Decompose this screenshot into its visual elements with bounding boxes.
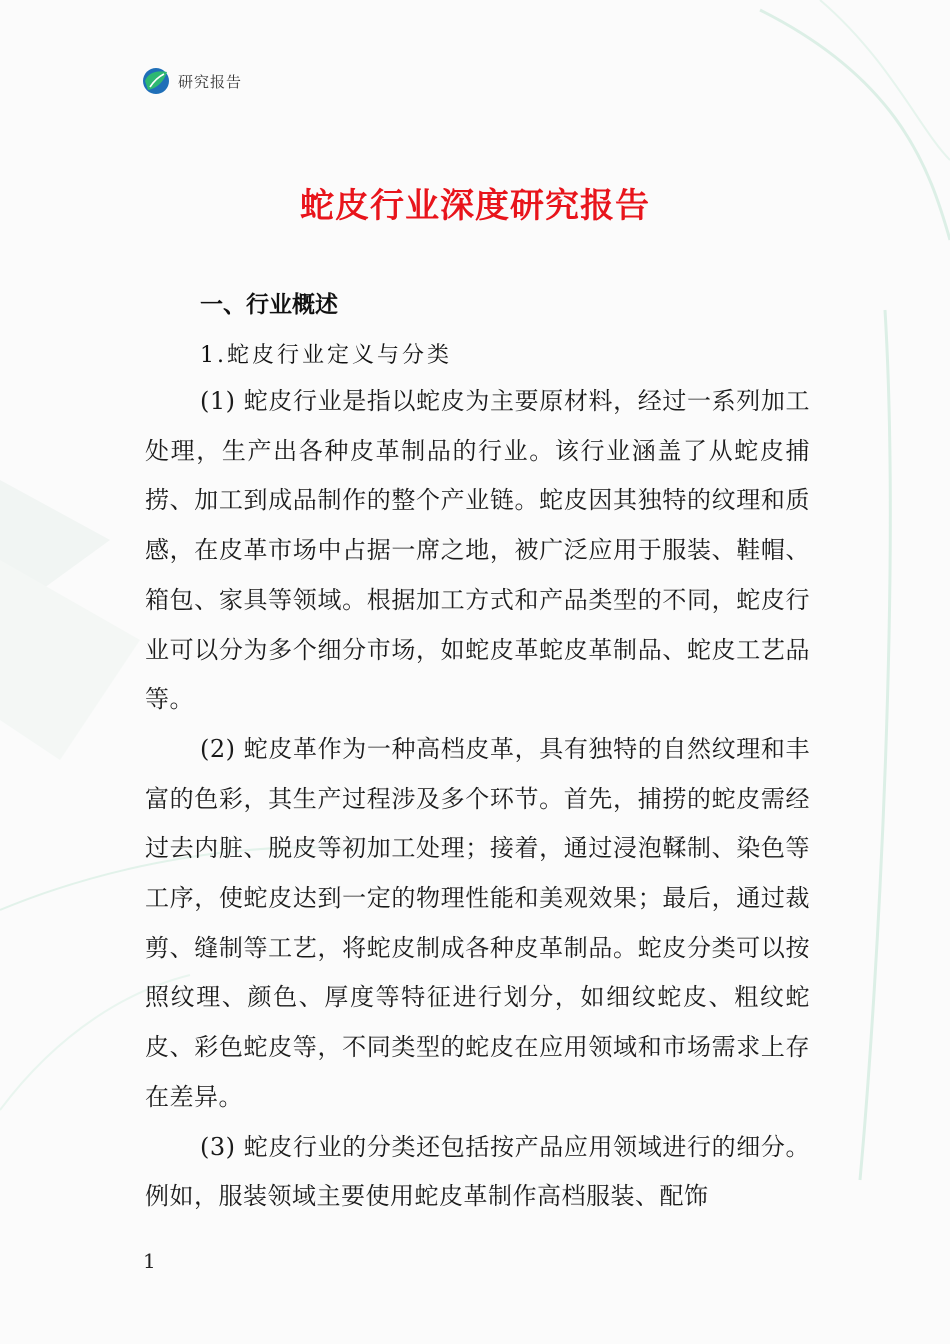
- paragraph: (3) 蛇皮行业的分类还包括按产品应用领域进行的细分。例如，服装领域主要使用蛇皮革制作高档服装、配饰: [145, 1132, 810, 1211]
- section-heading: 一、行业概述: [200, 292, 338, 318]
- paragraph: (2) 蛇皮革作为一种高档皮革，具有独特的自然纹理和丰富的色彩，其生产过程涉及多个环节。首先，捕捞的蛇皮需经过去内脏、脱皮等初加工处理；接着，通过浸泡鞣制、染色等工序，使蛇皮达到一定的物理性能和美观效果；最后，通过裁剪、缝制等工艺，将蛇皮制成各种皮革制品。蛇皮分类可以按照纹理、颜色、厚度等特征进行划分，如细纹蛇皮、粗纹蛇皮、彩色蛇皮等，不同类型的蛇皮在应用领域和市场需求上存在差异。: [145, 734, 810, 1111]
- page-header: [142, 66, 242, 96]
- page-title: 蛇皮行业深度研究报告: [300, 186, 650, 226]
- body-text: [145, 377, 810, 1222]
- page-number: 1: [143, 1249, 156, 1273]
- leaf-globe-logo-icon: [142, 67, 170, 95]
- paragraph: (1) 蛇皮行业是指以蛇皮为主要原材料，经过一系列加工处理，生产出各种皮革制品的行业。该行业涵盖了从蛇皮捕捞、加工到成品制作的整个产业链。蛇皮因其独特的纹理和质感，在皮革市场中占据一席之地，被广泛应用于服装、鞋帽、箱包、家具等领域。根据加工方式和产品类型的不同，蛇皮行业可以分为多个细分市场，如蛇皮革蛇皮革制品、蛇皮工艺品等。: [145, 387, 810, 714]
- subsection-heading: 1.蛇皮行业定义与分类: [200, 343, 452, 368]
- header-label: 研究报告: [178, 72, 243, 91]
